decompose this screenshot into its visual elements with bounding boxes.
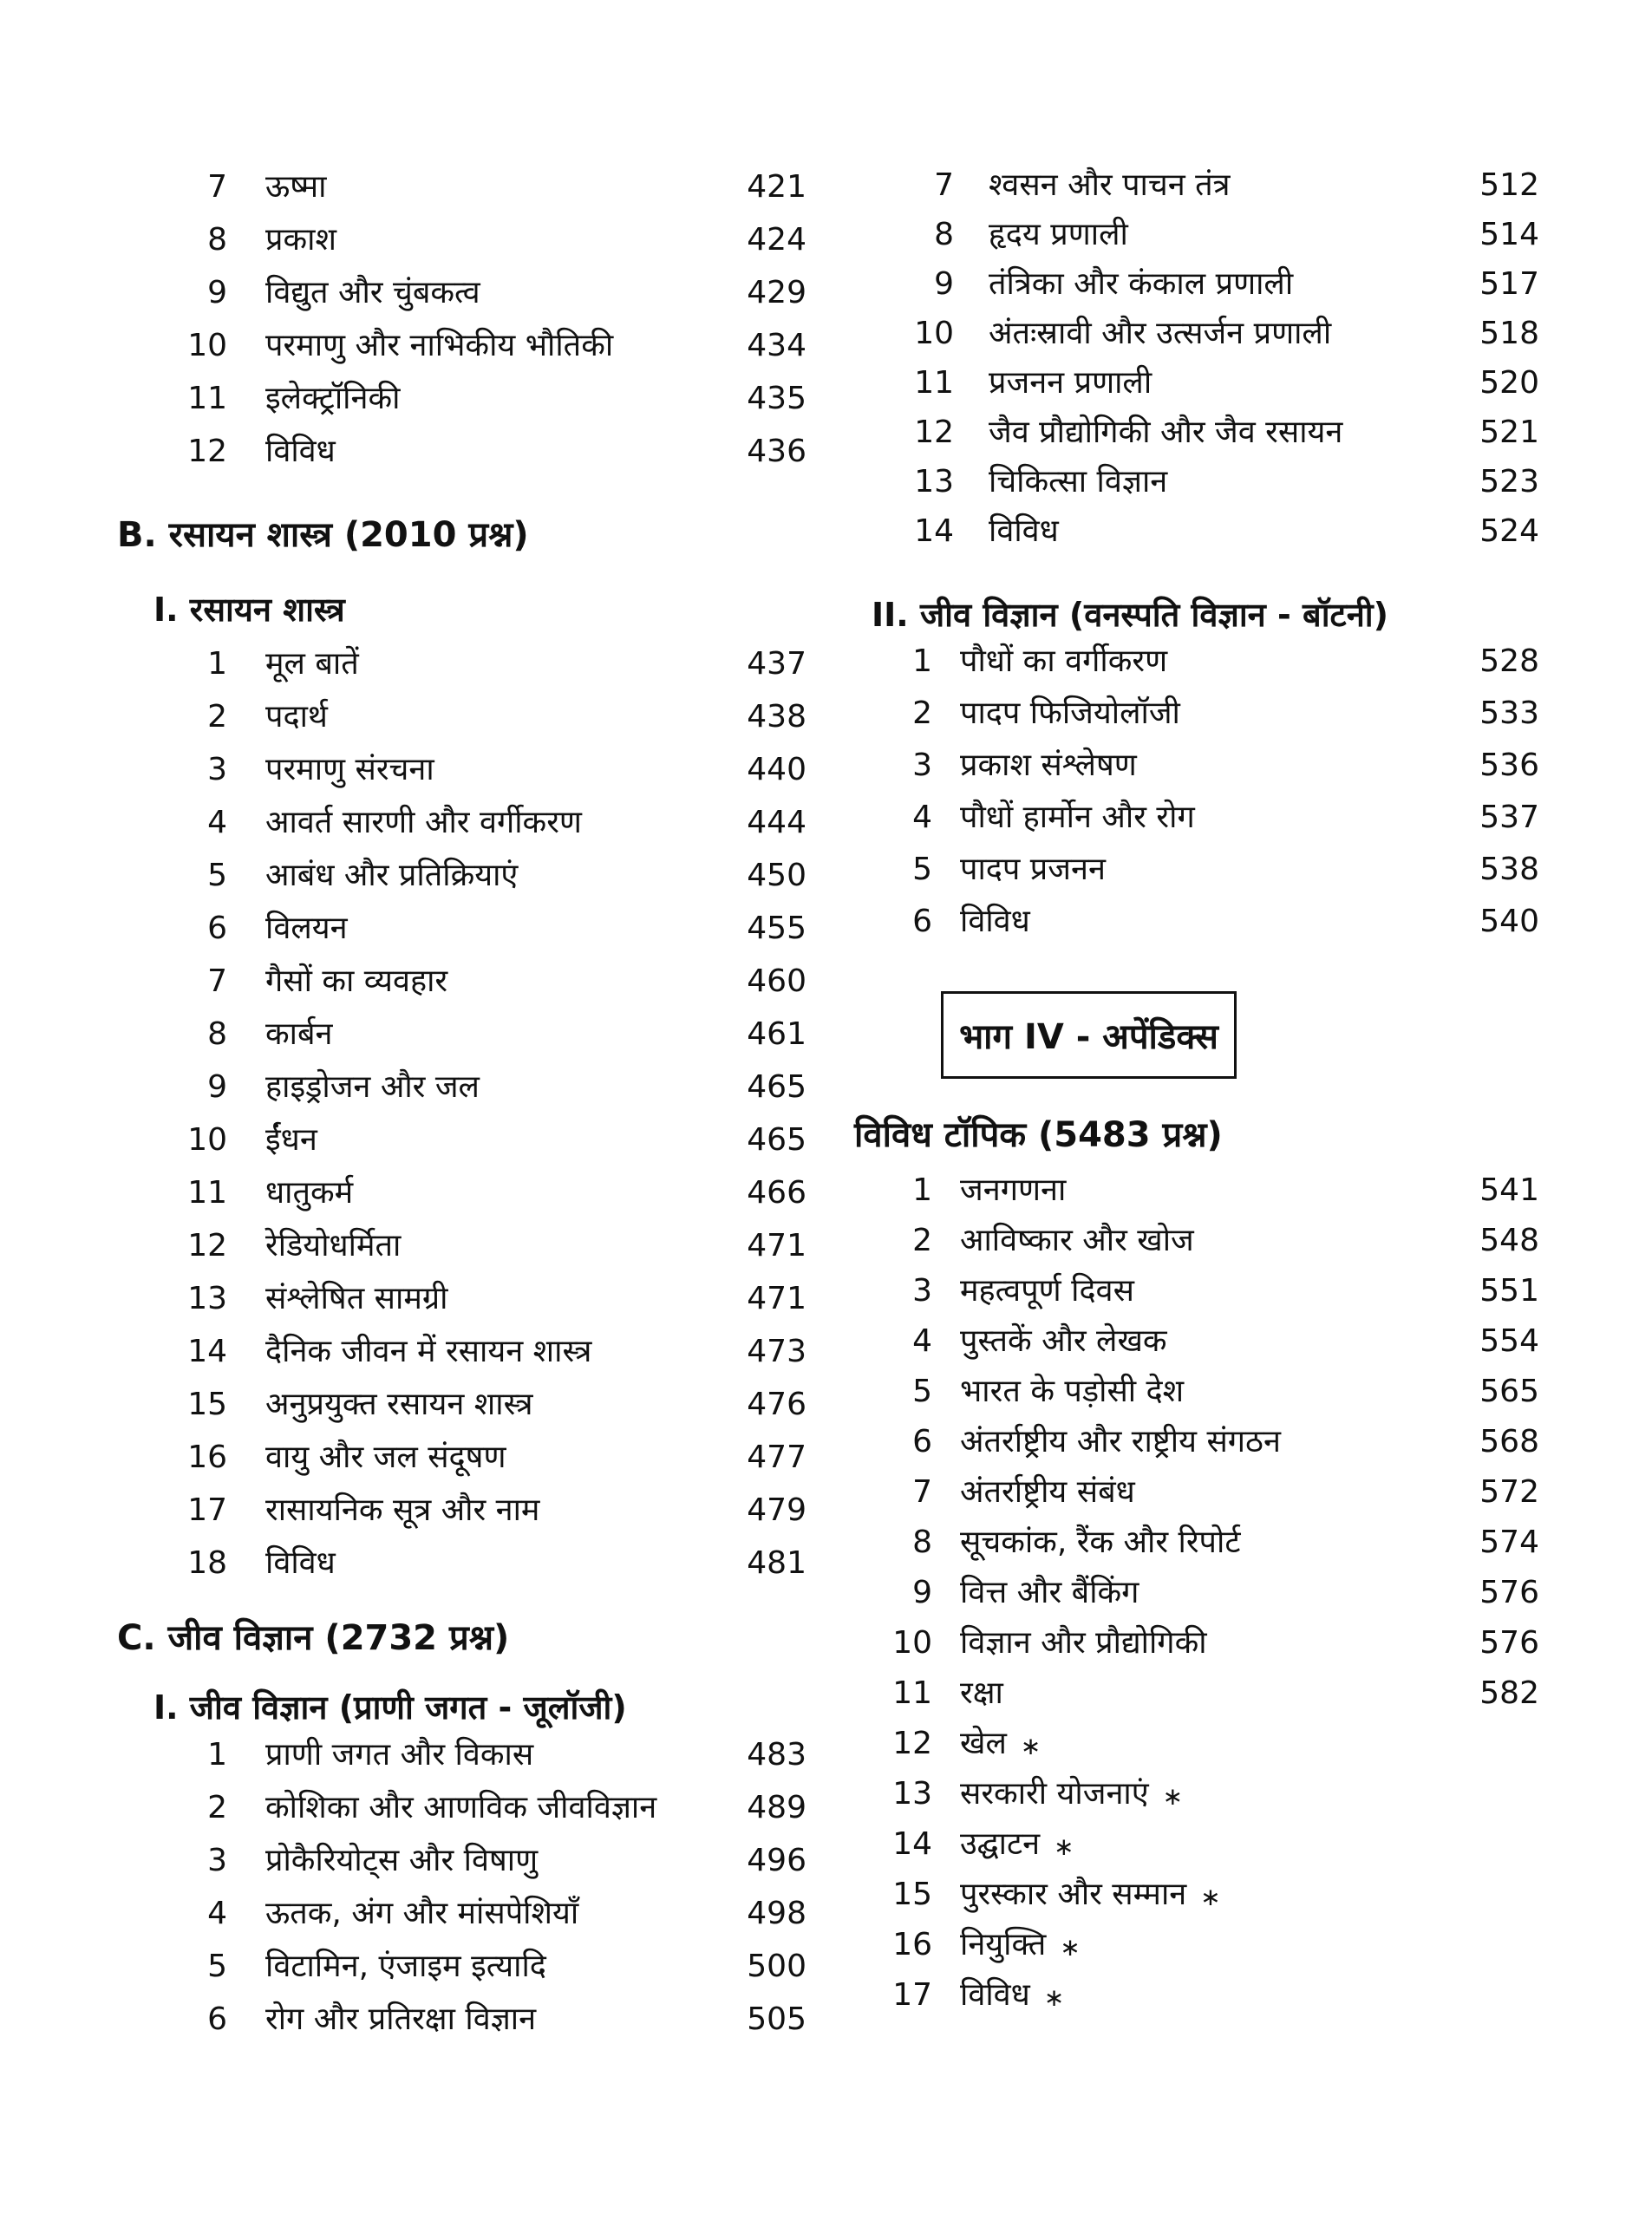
item-number: 9 [207, 274, 227, 310]
physics-items-list [117, 160, 806, 478]
item-number: 8 [207, 221, 227, 258]
part-iv-box: भाग IV - अपेंडिक्स [941, 991, 1237, 1079]
item-page: 551 [1479, 1273, 1539, 1309]
item-star: ∗ [1200, 1882, 1221, 1911]
chemistry-items-list [117, 637, 806, 1590]
item-page: 471 [747, 1280, 806, 1316]
toc-row [117, 902, 806, 955]
item-label: वित्त और बैंकिंग [960, 1575, 1139, 1611]
item-page: 498 [747, 1895, 806, 1931]
item-number: 18 [187, 1544, 227, 1581]
item-label: रक्षा [960, 1675, 1003, 1712]
item-page: 576 [1479, 1575, 1539, 1611]
item-number: 16 [187, 1439, 227, 1475]
item-number: 7 [912, 1474, 932, 1511]
item-number: 12 [892, 1726, 932, 1762]
item-number: 4 [207, 1895, 227, 1931]
item-label: उद्घाटन [960, 1826, 1041, 1863]
toc-row [117, 743, 806, 796]
item-label: प्राणी जगत और विकास [265, 1736, 534, 1773]
item-label: अंतःस्रावी और उत्सर्जन प्रणाली [989, 315, 1332, 351]
toc-row [854, 160, 1539, 210]
item-label: आवर्त सारणी और वर्गीकरण [265, 804, 582, 840]
item-page: 465 [747, 1068, 806, 1105]
item-page: 496 [747, 1842, 806, 1878]
item-number: 6 [912, 1424, 932, 1460]
item-number: 3 [912, 748, 932, 784]
item-label: मूल बातें [265, 645, 359, 682]
item-label: श्वसन और पाचन तंत्र [989, 166, 1231, 203]
toc-row [117, 1378, 806, 1431]
toc-row [117, 319, 806, 372]
item-page: 576 [1479, 1625, 1539, 1662]
toc-row [117, 266, 806, 319]
item-page: 540 [1479, 904, 1539, 940]
item-number: 3 [207, 1842, 227, 1878]
left-column [117, 160, 806, 2046]
item-page: 489 [747, 1789, 806, 1825]
item-number: 13 [187, 1280, 227, 1316]
item-label: सूचकांक, रैंक और रिपोर्ट [960, 1525, 1241, 1561]
toc-row [117, 796, 806, 849]
toc-row [854, 1367, 1539, 1417]
toc-row [117, 1940, 806, 1993]
item-label: पादप प्रजनन [960, 852, 1106, 888]
item-label: विविध [265, 1544, 336, 1581]
item-page: 505 [747, 2001, 806, 2037]
item-number: 6 [207, 2001, 227, 2037]
item-number: 1 [912, 1172, 932, 1209]
zoology-items-list [117, 1728, 806, 2046]
item-page: 524 [1479, 513, 1539, 549]
toc-row [854, 1166, 1539, 1216]
botany-items-list [854, 636, 1539, 948]
toc-row [854, 408, 1539, 457]
item-label: रेडियोधर्मिता [265, 1227, 402, 1263]
item-label: संश्लेषित सामग्री [265, 1280, 448, 1316]
item-label: परमाणु और नाभिकीय भौतिकी [265, 327, 614, 363]
item-number: 10 [914, 315, 954, 351]
toc-row [854, 1719, 1539, 1769]
item-page: 460 [747, 963, 806, 999]
item-star: ∗ [1162, 1781, 1184, 1811]
toc-row [117, 1728, 806, 1781]
item-label: विविध [960, 1977, 1030, 2014]
item-number: 10 [187, 327, 227, 363]
item-page: 481 [747, 1544, 806, 1581]
item-page: 528 [1479, 643, 1539, 680]
item-label: अंतर्राष्ट्रीय और राष्ट्रीय संगठन [960, 1424, 1281, 1460]
item-number: 2 [207, 1789, 227, 1825]
toc-row [117, 1834, 806, 1887]
toc-row [117, 1431, 806, 1484]
item-label: सरकारी योजनाएं [960, 1776, 1149, 1812]
toc-row [117, 1537, 806, 1590]
item-page: 471 [747, 1227, 806, 1263]
item-number: 15 [187, 1386, 227, 1422]
item-number: 12 [187, 1227, 227, 1263]
toc-row [854, 1316, 1539, 1367]
toc-row [117, 690, 806, 743]
item-number: 1 [207, 645, 227, 682]
toc-row [854, 1266, 1539, 1316]
item-number: 5 [912, 1374, 932, 1410]
item-label: विविध [960, 904, 1030, 940]
item-label: रासायनिक सूत्र और नाम [265, 1492, 540, 1528]
item-label: नियुक्ति [960, 1927, 1047, 1963]
item-label: ईंधन [265, 1121, 317, 1158]
item-number: 7 [934, 166, 954, 203]
item-number: 2 [912, 695, 932, 732]
item-page: 572 [1479, 1474, 1539, 1511]
toc-row [117, 1061, 806, 1113]
item-page: 429 [747, 274, 806, 310]
item-star: ∗ [1054, 1832, 1074, 1861]
item-label: प्रजनन प्रणाली [989, 364, 1152, 401]
toc-row [854, 1870, 1539, 1920]
item-label: विज्ञान और प्रौद्योगिकी [960, 1625, 1207, 1662]
item-number: 2 [912, 1223, 932, 1259]
item-number: 1 [912, 643, 932, 680]
toc-row [117, 849, 806, 902]
item-label: इलेक्ट्रॉनिकी [265, 380, 401, 416]
item-page: 465 [747, 1121, 806, 1158]
item-page: 520 [1479, 364, 1539, 401]
item-label: वायु और जल संदूषण [265, 1439, 506, 1475]
item-page: 477 [747, 1439, 806, 1475]
item-page: 461 [747, 1015, 806, 1052]
toc-row [854, 1417, 1539, 1467]
toc-row [117, 1887, 806, 1940]
item-number: 8 [912, 1525, 932, 1561]
item-number: 13 [892, 1776, 932, 1812]
section-c-header: C. जीव विज्ञान (2732 प्रश्न) [117, 1618, 510, 1658]
item-page: 538 [1479, 852, 1539, 888]
chemistry-subheader: I. रसायन शास्त्र [153, 591, 345, 629]
item-label: पुरस्कार और सम्मान [960, 1877, 1187, 1913]
item-number: 16 [892, 1927, 932, 1963]
toc-row [117, 1993, 806, 2046]
item-page: 455 [747, 910, 806, 946]
item-label: विद्युत और चुंबकत्व [265, 274, 480, 310]
item-star: ∗ [1043, 1982, 1065, 2012]
item-label: पौधों का वर्गीकरण [960, 643, 1168, 680]
item-number: 5 [912, 852, 932, 888]
item-page: 554 [1479, 1323, 1539, 1360]
item-page: 437 [747, 645, 806, 682]
toc-row [854, 688, 1539, 740]
toc-row [117, 1272, 806, 1325]
item-page: 440 [747, 751, 806, 787]
item-label: विविध [989, 513, 1059, 549]
item-label: कार्बन [265, 1015, 333, 1052]
zoology-subheader: I. जीव विज्ञान (प्राणी जगत - जूलॉजी) [153, 1688, 627, 1727]
toc-row [854, 844, 1539, 896]
item-star: ∗ [1020, 1731, 1041, 1760]
item-label: भारत के पड़ोसी देश [960, 1374, 1185, 1410]
toc-row [117, 372, 806, 425]
item-label: पुस्तकें और लेखक [960, 1323, 1167, 1360]
botany-subheader: II. जीव विज्ञान (वनस्पति विज्ञान - बॉटनी) [872, 596, 1388, 634]
item-page: 479 [747, 1492, 806, 1528]
toc-columns [117, 160, 1652, 2046]
item-number: 14 [187, 1333, 227, 1369]
item-number: 1 [207, 1736, 227, 1773]
toc-row [854, 1819, 1539, 1870]
item-page: 434 [747, 327, 806, 363]
toc-row [117, 1008, 806, 1061]
toc-row [117, 1325, 806, 1378]
item-page: 548 [1479, 1223, 1539, 1259]
item-number: 11 [892, 1675, 932, 1712]
item-label: हाइड्रोजन और जल [265, 1068, 480, 1105]
item-label: अनुप्रयुक्त रसायन शास्त्र [265, 1386, 533, 1422]
item-star: ∗ [1060, 1932, 1081, 1962]
item-label: विविध [265, 433, 336, 469]
item-page: 421 [747, 168, 806, 205]
item-number: 17 [892, 1977, 932, 2014]
item-label: परमाणु संरचना [265, 751, 434, 787]
item-number: 2 [207, 698, 227, 735]
item-label: हृदय प्रणाली [989, 216, 1128, 252]
item-number: 3 [207, 751, 227, 787]
toc-row [854, 457, 1539, 506]
toc-row [854, 1467, 1539, 1518]
item-number: 5 [207, 1948, 227, 1984]
toc-row [854, 506, 1539, 556]
item-page: 518 [1479, 315, 1539, 351]
item-page: 582 [1479, 1675, 1539, 1712]
toc-row [854, 1618, 1539, 1668]
item-page: 512 [1479, 166, 1539, 203]
item-label: पौधों हार्मोन और रोग [960, 800, 1195, 836]
item-number: 17 [187, 1492, 227, 1528]
toc-row [854, 309, 1539, 358]
zoology-items-continued-list [854, 160, 1539, 556]
item-number: 10 [187, 1121, 227, 1158]
item-number: 13 [914, 463, 954, 500]
item-label: प्रकाश [265, 221, 336, 258]
item-page: 536 [1479, 748, 1539, 784]
item-number: 9 [207, 1068, 227, 1105]
item-number: 11 [187, 380, 227, 416]
item-number: 10 [892, 1625, 932, 1662]
item-page: 476 [747, 1386, 806, 1422]
toc-row [854, 896, 1539, 948]
item-number: 11 [187, 1174, 227, 1211]
item-label: चिकित्सा विज्ञान [989, 463, 1168, 500]
item-page: 466 [747, 1174, 806, 1211]
item-label: आबंध और प्रतिक्रियाएं [265, 857, 519, 893]
item-page: 436 [747, 433, 806, 469]
item-number: 14 [914, 513, 954, 549]
item-number: 7 [207, 168, 227, 205]
toc-row [854, 210, 1539, 259]
item-label: तंत्रिका और कंकाल प्रणाली [989, 265, 1294, 302]
item-number: 11 [914, 364, 954, 401]
toc-row [117, 1166, 806, 1219]
item-page: 500 [747, 1948, 806, 1984]
item-page: 438 [747, 698, 806, 735]
item-number: 3 [912, 1273, 932, 1309]
item-page: 565 [1479, 1374, 1539, 1410]
item-page: 450 [747, 857, 806, 893]
item-label: गैसों का व्यवहार [265, 963, 448, 999]
item-label: आविष्कार और खोज [960, 1223, 1194, 1259]
toc-row [117, 160, 806, 213]
item-number: 9 [934, 265, 954, 302]
misc-items-list [854, 1166, 1539, 2021]
item-number: 4 [912, 1323, 932, 1360]
section-b-header: B. रसायन शास्त्र (2010 प्रश्न) [117, 515, 529, 555]
item-number: 5 [207, 857, 227, 893]
item-page: 435 [747, 380, 806, 416]
item-label: अंतर्राष्ट्रीय संबंध [960, 1474, 1135, 1511]
toc-row [117, 1219, 806, 1272]
item-label: दैनिक जीवन में रसायन शास्त्र [265, 1333, 592, 1369]
toc-row [117, 1781, 806, 1834]
item-number: 12 [187, 433, 227, 469]
item-number: 12 [914, 414, 954, 450]
misc-topics-heading: विविध टॉपिक (5483 प्रश्न) [854, 1115, 1223, 1155]
toc-row [117, 1484, 806, 1537]
item-label: ऊष्मा [265, 168, 327, 205]
toc-row [854, 358, 1539, 408]
item-page: 521 [1479, 414, 1539, 450]
item-number: 4 [207, 804, 227, 840]
right-column [854, 160, 1539, 2046]
item-label: जैव प्रौद्योगिकी और जैव रसायन [989, 414, 1343, 450]
toc-row [117, 955, 806, 1008]
item-label: महत्वपूर्ण दिवस [960, 1273, 1134, 1309]
toc-row [854, 259, 1539, 309]
item-label: धातुकर्म [265, 1174, 354, 1211]
item-number: 7 [207, 963, 227, 999]
item-page: 444 [747, 804, 806, 840]
item-page: 517 [1479, 265, 1539, 302]
item-label: प्रकाश संश्लेषण [960, 748, 1137, 784]
item-label: पदार्थ [265, 698, 328, 735]
item-page: 514 [1479, 216, 1539, 252]
item-page: 473 [747, 1333, 806, 1369]
toc-row [854, 1518, 1539, 1568]
item-number: 9 [912, 1575, 932, 1611]
toc-row [117, 637, 806, 690]
toc-row [854, 1970, 1539, 2021]
item-label: कोशिका और आणविक जीवविज्ञान [265, 1789, 657, 1825]
toc-row [854, 1668, 1539, 1719]
item-page: 568 [1479, 1424, 1539, 1460]
item-number: 15 [892, 1877, 932, 1913]
item-page: 574 [1479, 1525, 1539, 1561]
item-number: 8 [934, 216, 954, 252]
item-page: 537 [1479, 800, 1539, 836]
toc-row [854, 1920, 1539, 1970]
item-page: 483 [747, 1736, 806, 1773]
item-number: 6 [207, 910, 227, 946]
toc-row [854, 1216, 1539, 1266]
toc-row [854, 792, 1539, 844]
toc-row [854, 636, 1539, 688]
item-number: 4 [912, 800, 932, 836]
item-page: 533 [1479, 695, 1539, 732]
item-page: 424 [747, 221, 806, 258]
item-number: 8 [207, 1015, 227, 1052]
item-page: 523 [1479, 463, 1539, 500]
item-label: पादप फिजियोलॉजी [960, 695, 1180, 732]
item-label: प्रोकैरियोट्स और विषाणु [265, 1842, 539, 1878]
item-page: 541 [1479, 1172, 1539, 1209]
item-label: जनगणना [960, 1172, 1067, 1209]
toc-row [854, 1568, 1539, 1618]
toc-row [854, 740, 1539, 792]
item-label: खेल [960, 1726, 1007, 1762]
toc-row [117, 213, 806, 266]
item-label: विटामिन, एंजाइम इत्यादि [265, 1948, 546, 1984]
toc-row [117, 425, 806, 478]
item-number: 14 [892, 1826, 932, 1863]
toc-row [854, 1769, 1539, 1819]
item-label: रोग और प्रतिरक्षा विज्ञान [265, 2001, 537, 2037]
item-number: 6 [912, 904, 932, 940]
toc-row [117, 1113, 806, 1166]
item-label: विलयन [265, 910, 348, 946]
item-label: ऊतक, अंग और मांसपेशियाँ [265, 1895, 579, 1931]
